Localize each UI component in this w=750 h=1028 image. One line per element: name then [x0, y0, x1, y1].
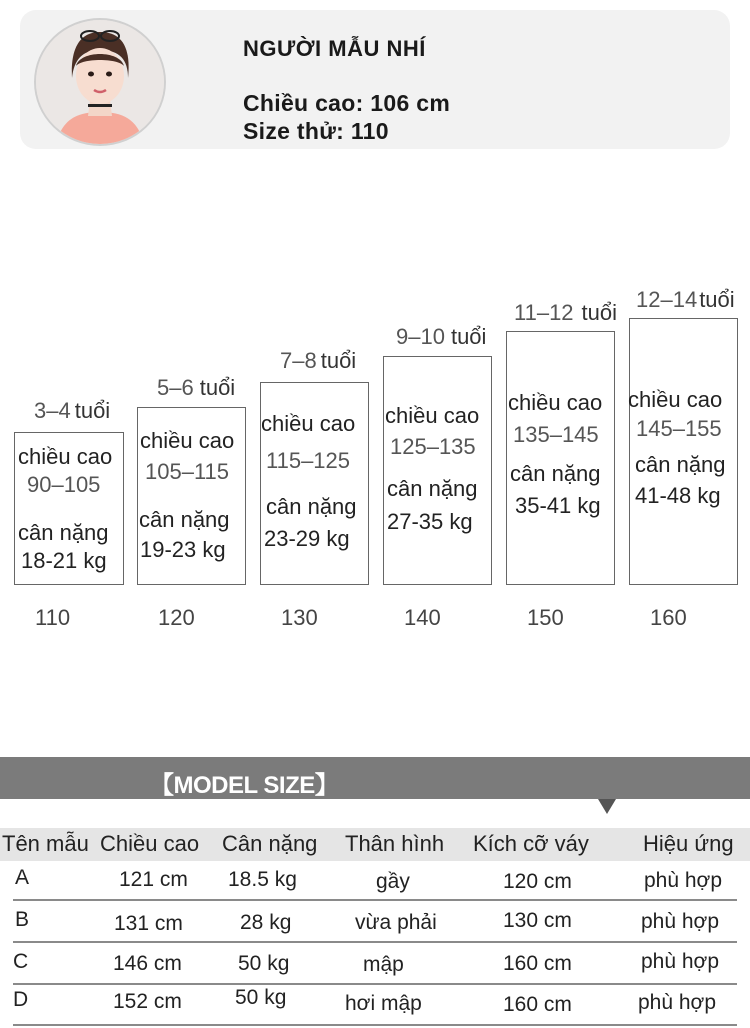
weight-range-3: 27-35 kg: [387, 509, 473, 534]
cell-name-b: B: [15, 908, 30, 931]
size-number-1: 120: [158, 605, 195, 630]
height-label-0: chiều cao: [18, 444, 113, 469]
caret-down-icon: [598, 799, 616, 814]
size-box-4: [506, 331, 615, 585]
height-range-5: 145–155: [636, 416, 722, 441]
height-label-3: chiều cao: [385, 403, 480, 428]
height-range-4: 135–145: [513, 422, 599, 447]
model-size-tried: Size thử: 110: [243, 118, 389, 144]
cell-weight-c: 50 kg: [238, 952, 290, 975]
age-label-4: 11–12 tuổi: [514, 300, 618, 325]
cell-name-c: C: [13, 950, 29, 973]
model-height: Chiều cao: 106 cm: [243, 90, 451, 116]
size-number-5: 160: [650, 605, 687, 630]
header-height: Chiều cao: [100, 831, 200, 856]
size-number-0: 110: [35, 605, 71, 630]
weight-label-0: cân nặng: [18, 520, 109, 545]
height-range-3: 125–135: [390, 434, 476, 459]
row-divider: [13, 941, 737, 943]
age-label-1: 5–6 tuổi: [157, 375, 236, 400]
model-avatar: [34, 18, 166, 146]
cell-weight-a: 18.5 kg: [228, 868, 297, 891]
weight-label-3: cân nặng: [387, 476, 478, 501]
height-range-1: 105–115: [145, 459, 230, 484]
cell-name-d: D: [13, 988, 29, 1011]
cell-weight-d: 50 kg: [235, 986, 287, 1009]
weight-label-4: cân nặng: [510, 461, 601, 486]
model-size-title: 【MODEL SIZE】: [150, 772, 339, 799]
cell-height-c: 146 cm: [113, 952, 182, 975]
cell-weight-b: 28 kg: [240, 911, 292, 934]
cell-dress-d: 160 cm: [503, 993, 572, 1016]
size-box-3: [383, 356, 492, 585]
row-divider: [13, 899, 737, 901]
cell-body-c: mập: [363, 953, 404, 976]
age-label-2: 7–8 tuổi: [280, 348, 357, 373]
cell-height-a: 121 cm: [119, 868, 188, 891]
cell-name-a: A: [15, 866, 30, 889]
size-number-4: 150: [527, 605, 564, 630]
header-model-name: Tên mẫu: [2, 831, 89, 856]
cell-effect-b: phù hợp: [641, 910, 720, 933]
height-label-5: chiều cao: [628, 387, 723, 412]
weight-range-5: 41-48 kg: [635, 483, 721, 508]
header-body-type: Thân hình: [345, 831, 445, 856]
size-number-2: 130: [281, 605, 318, 630]
height-label-4: chiều cao: [508, 390, 603, 415]
cell-effect-a: phù hợp: [644, 869, 723, 892]
age-label-3: 9–10 tuổi: [396, 324, 487, 349]
cell-dress-c: 160 cm: [503, 952, 572, 975]
weight-range-2: 23-29 kg: [264, 526, 350, 551]
cell-height-d: 152 cm: [113, 990, 182, 1013]
weight-range-1: 19-23 kg: [140, 537, 226, 562]
model-size-banner: [0, 757, 750, 799]
height-range-2: 115–125: [266, 448, 351, 473]
cell-dress-b: 130 cm: [503, 909, 572, 932]
cell-body-d: hơi mập: [345, 992, 422, 1015]
weight-label-5: cân nặng: [635, 452, 726, 477]
height-label-1: chiều cao: [140, 428, 235, 453]
weight-range-4: 35-41 kg: [515, 493, 601, 518]
cell-dress-a: 120 cm: [503, 870, 572, 893]
row-divider: [13, 1024, 737, 1026]
height-label-2: chiều cao: [261, 411, 356, 436]
weight-range-0: 18-21 kg: [21, 548, 107, 573]
weight-label-1: cân nặng: [139, 507, 230, 532]
size-number-3: 140: [404, 605, 441, 630]
model-title: NGƯỜI MẪU NHÍ: [243, 36, 426, 61]
cell-body-b: vừa phải: [355, 911, 437, 934]
header-weight: Cân nặng: [222, 831, 318, 856]
weight-label-2: cân nặng: [266, 494, 357, 519]
header-effect: Hiệu ứng: [643, 831, 734, 856]
cell-effect-c: phù hợp: [641, 950, 720, 973]
cell-body-a: gầy: [376, 870, 410, 893]
cell-height-b: 131 cm: [114, 912, 183, 935]
model-portrait-image: [36, 20, 164, 144]
height-range-0: 90–105: [27, 472, 101, 497]
cell-effect-d: phù hợp: [638, 991, 717, 1014]
row-divider: [13, 983, 737, 985]
age-label-0: 3–4 tuổi: [34, 398, 111, 423]
age-label-5: 12–14tuổi: [636, 287, 735, 312]
header-dress-size: Kích cỡ váy: [473, 831, 589, 856]
